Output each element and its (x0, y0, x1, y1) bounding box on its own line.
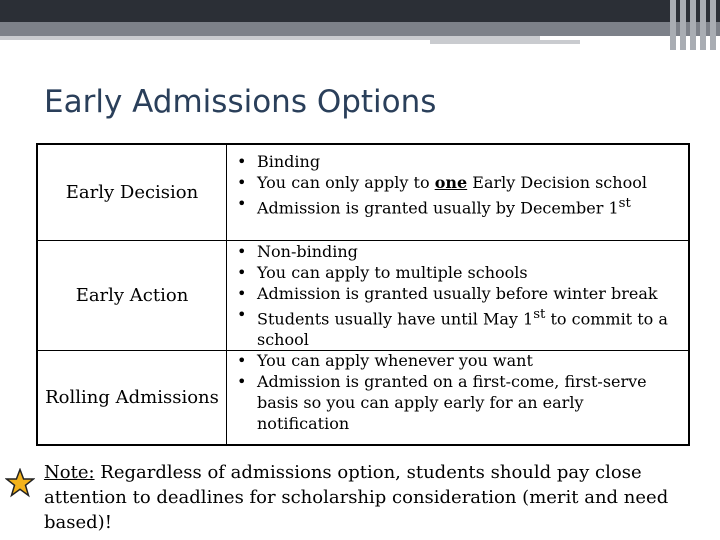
header-bar-gray (0, 22, 720, 36)
star-icon (5, 468, 35, 498)
list-item: • Admission is granted usually before winter break (237, 284, 658, 303)
option-details (227, 241, 690, 351)
option-label-rolling-admissions: Rolling Admissions (37, 351, 227, 446)
note-text: Note: Regardless of admissions option, students should pay close attention to deadlines for scholarship consideration (merit and need based)! (44, 462, 669, 533)
option-details (227, 144, 690, 241)
header-stripes (646, 0, 720, 50)
bullet-list (227, 241, 688, 350)
bullet-list (227, 350, 688, 434)
slide-title: Early Admissions Options (44, 84, 437, 120)
table-row (37, 144, 689, 241)
option-label-early-action: Early Action (37, 241, 227, 351)
option-details (227, 351, 690, 446)
list-item: • Binding (237, 151, 321, 171)
list-item: • Admission is granted on a first-come, first-serve basis so you can apply early for an early notification (237, 371, 647, 433)
table-row (37, 351, 689, 446)
list-item: • Students usually have until May 1st to commit to a school (237, 305, 668, 350)
list-item: • You can apply to multiple schools (237, 263, 528, 282)
star-shape (7, 470, 34, 496)
note-label: Note: (44, 462, 95, 483)
emphasis-one: one (434, 172, 468, 192)
list-item: • You can only apply to one Early Decision school (237, 172, 647, 192)
options-table (36, 143, 690, 446)
option-label-early-decision: Early Decision (37, 144, 227, 241)
header-bar-light-accent (430, 40, 580, 44)
header-bar-dark (0, 0, 720, 22)
list-item: • You can apply whenever you want (237, 350, 533, 370)
list-item: • Admission is granted usually by December 1st (237, 193, 631, 218)
list-item: • Non-binding (237, 242, 358, 261)
bullet-list (227, 151, 688, 218)
table-row (37, 241, 689, 351)
